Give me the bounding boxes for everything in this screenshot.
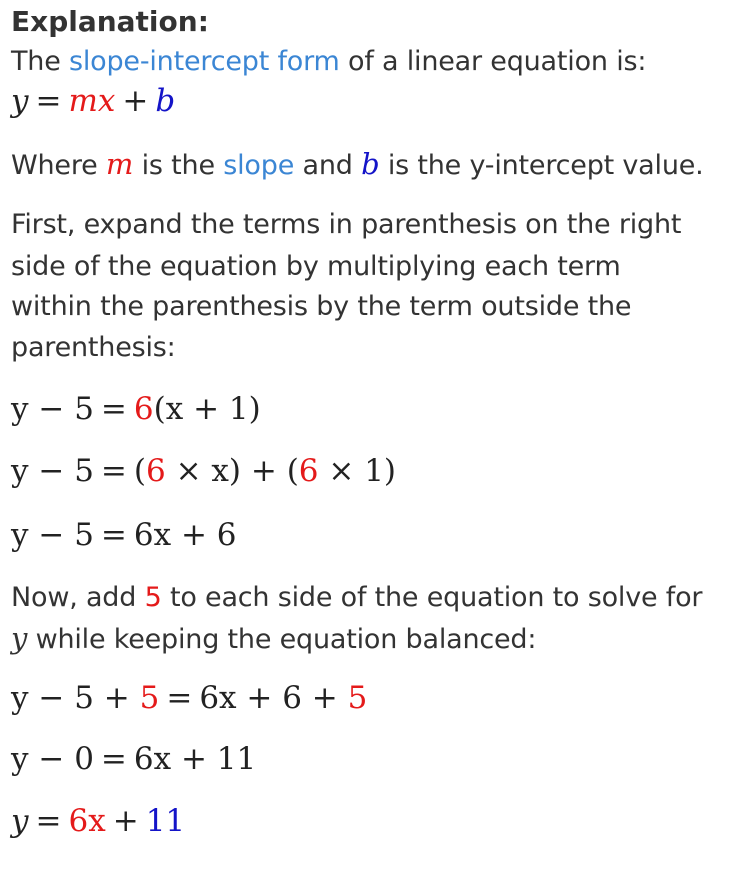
eq6-y: y (11, 803, 29, 839)
eq3-lhs: y − 5 (11, 517, 94, 553)
eq4-five-2: 5 (347, 680, 368, 716)
equation-1 (11, 391, 261, 427)
where-text-3: and (294, 150, 362, 181)
eq4-rhs: 6x + 6 + (199, 680, 348, 716)
eq5-rhs: 6x + 11 (133, 741, 257, 777)
add-number: 5 (144, 582, 162, 613)
eq1-lhs: y − 5 (11, 391, 94, 427)
add-text-2: to each side of the equation to solve for (161, 582, 703, 613)
eq6-slope: 6x (68, 803, 106, 839)
where-text-4: is the y-intercept value. (379, 150, 704, 181)
eq4-five-1: 5 (139, 680, 160, 716)
eq2-end: × 1) (318, 453, 397, 489)
where-b: b (361, 147, 380, 181)
expand-text-line-1: First, expand the terms in parenthesis on the right (11, 209, 682, 240)
eq5-lhs: y − 0 (11, 741, 94, 777)
general-equals: = (35, 83, 62, 119)
eq2-open-paren: ( (133, 453, 147, 489)
eq5-equals: = (100, 741, 127, 777)
eq3-equals: = (100, 517, 127, 553)
equation-6 (11, 803, 186, 839)
general-mx: mx (68, 83, 116, 119)
where-m: m (105, 147, 134, 181)
eq2-middle: × x) + ( (165, 453, 299, 489)
expand-text-line-2: side of the equation by multiplying each term (11, 251, 621, 282)
eq6-plus: + (112, 803, 139, 839)
eq1-coefficient: 6 (133, 391, 154, 427)
eq1-rest: (x + 1) (153, 391, 261, 427)
equation-4 (11, 680, 368, 716)
intro-sentence (11, 48, 646, 75)
general-plus: + (122, 83, 149, 119)
where-text-1: Where (11, 150, 106, 181)
eq6-equals: = (35, 803, 62, 839)
add-text-3: while keeping the equation balanced: (27, 624, 537, 655)
eq6-intercept: 11 (145, 803, 186, 839)
expand-text-line-4: parenthesis: (11, 332, 176, 363)
equation-5 (11, 741, 257, 777)
intro-text-2: of a linear equation is: (339, 46, 647, 77)
expand-text-line-3: within the parenthesis by the term outside the (11, 291, 632, 322)
add-text-line-2 (11, 621, 537, 655)
eq1-equals: = (100, 391, 127, 427)
intro-text-1: The (11, 46, 69, 77)
eq2-coefficient-2: 6 (298, 453, 319, 489)
where-text-2: is the (133, 150, 224, 181)
general-form-equation (11, 83, 176, 119)
add-text-1: Now, add (11, 582, 145, 613)
general-y: y (11, 83, 29, 119)
add-text-line-1 (11, 584, 702, 611)
add-y: y (11, 621, 28, 655)
eq2-lhs: y − 5 (11, 453, 94, 489)
explanation-heading: Explanation: (11, 5, 209, 38)
equation-3 (11, 517, 237, 553)
where-sentence (11, 147, 704, 181)
general-b: b (155, 83, 176, 119)
slope-link[interactable]: slope (223, 150, 295, 181)
eq2-coefficient-1: 6 (146, 453, 166, 489)
slope-intercept-form-link[interactable]: slope-intercept form (69, 46, 340, 77)
eq4-equals: = (166, 680, 193, 716)
eq4-lhs: y − 5 + (11, 680, 140, 716)
eq2-equals: = (100, 453, 127, 489)
eq3-rhs: 6x + 6 (133, 517, 237, 553)
equation-2 (11, 453, 397, 489)
